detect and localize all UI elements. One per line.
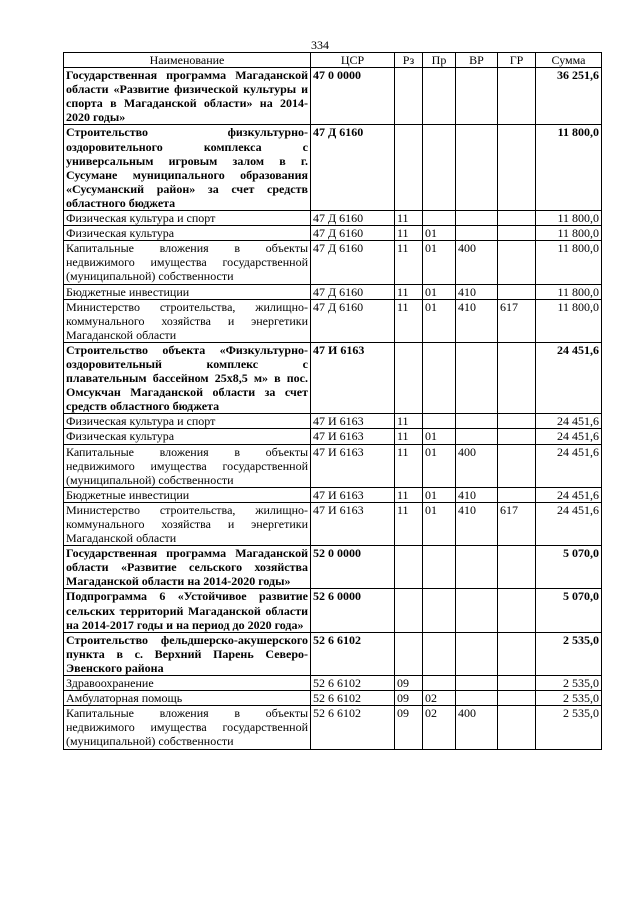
cell-sum: 11 800,0: [536, 284, 602, 299]
cell-name: Физическая культура и спорт: [64, 414, 311, 429]
cell-rz: 09: [395, 706, 423, 749]
cell-pr: [423, 414, 456, 429]
cell-name: Физическая культура и спорт: [64, 211, 311, 226]
table-row: [64, 589, 602, 632]
table-row: [64, 414, 602, 429]
cell-csr: 52 6 6102: [311, 676, 395, 691]
cell-pr: [423, 211, 456, 226]
cell-sum: 5 070,0: [536, 546, 602, 589]
table-row: [64, 284, 602, 299]
cell-gr: [498, 125, 536, 211]
cell-sum: 24 451,6: [536, 502, 602, 545]
cell-csr: 47 Д 6160: [311, 226, 395, 241]
cell-rz: 11: [395, 211, 423, 226]
column-header-sum: Сумма: [536, 53, 602, 68]
cell-rz: 11: [395, 241, 423, 284]
cell-rz: 11: [395, 284, 423, 299]
cell-gr: [498, 632, 536, 675]
table-row: [64, 429, 602, 444]
cell-rz: 11: [395, 226, 423, 241]
cell-vr: [456, 68, 498, 125]
cell-name: Министерство строительства, жилищно-коммунального хозяйства и энергетики Магаданской области: [64, 502, 311, 545]
cell-vr: 400: [456, 706, 498, 749]
cell-csr: 47 Д 6160: [311, 211, 395, 226]
table-row: [64, 546, 602, 589]
column-header-name: Наименование: [64, 53, 311, 68]
column-header-csr: ЦСР: [311, 53, 395, 68]
cell-gr: [498, 241, 536, 284]
cell-pr: 01: [423, 299, 456, 342]
cell-sum: 2 535,0: [536, 632, 602, 675]
cell-sum: 5 070,0: [536, 589, 602, 632]
cell-name: Капитальные вложения в объекты недвижимого имущества государственной (муниципальной) собственности: [64, 706, 311, 749]
header-row: [64, 53, 602, 68]
cell-name: Капитальные вложения в объекты недвижимого имущества государственной (муниципальной) собственности: [64, 241, 311, 284]
cell-vr: [456, 676, 498, 691]
cell-csr: 52 6 6102: [311, 691, 395, 706]
cell-name: Министерство строительства, жилищно-коммунального хозяйства и энергетики Магаданской области: [64, 299, 311, 342]
cell-csr: 47 0 0000: [311, 68, 395, 125]
cell-gr: [498, 429, 536, 444]
cell-name: Государственная программа Магаданской области «Развитие сельского хозяйства Магаданской области на 2014-2020 годы»: [64, 546, 311, 589]
cell-vr: [456, 211, 498, 226]
cell-pr: 01: [423, 226, 456, 241]
cell-rz: 11: [395, 444, 423, 487]
cell-sum: 11 800,0: [536, 241, 602, 284]
cell-sum: 11 800,0: [536, 299, 602, 342]
cell-pr: 01: [423, 444, 456, 487]
cell-gr: [498, 546, 536, 589]
cell-gr: [498, 414, 536, 429]
cell-pr: [423, 632, 456, 675]
column-header-rz: Рз: [395, 53, 423, 68]
table-row: [64, 125, 602, 211]
cell-sum: 11 800,0: [536, 125, 602, 211]
column-header-gr: ГР: [498, 53, 536, 68]
cell-vr: [456, 342, 498, 413]
cell-gr: [498, 226, 536, 241]
cell-sum: 2 535,0: [536, 676, 602, 691]
cell-vr: [456, 546, 498, 589]
cell-gr: [498, 284, 536, 299]
table-row: [64, 444, 602, 487]
cell-sum: 24 451,6: [536, 429, 602, 444]
cell-csr: 52 6 0000: [311, 589, 395, 632]
cell-name: Капитальные вложения в объекты недвижимого имущества государственной (муниципальной) собственности: [64, 444, 311, 487]
cell-vr: [456, 632, 498, 675]
cell-rz: [395, 68, 423, 125]
cell-rz: 09: [395, 676, 423, 691]
cell-csr: 47 Д 6160: [311, 125, 395, 211]
cell-rz: 11: [395, 414, 423, 429]
cell-name: Физическая культура: [64, 429, 311, 444]
cell-vr: 400: [456, 444, 498, 487]
cell-name: Бюджетные инвестиции: [64, 487, 311, 502]
cell-name: Строительство физкультурно-оздоровительного комплекса с универсальным игровым залом в г. Сусумане муниципального образования «Сусуманский район» за счет средств областного бюджета: [64, 125, 311, 211]
column-header-pr: Пр: [423, 53, 456, 68]
cell-vr: [456, 226, 498, 241]
table-row: [64, 706, 602, 749]
cell-sum: 24 451,6: [536, 444, 602, 487]
cell-rz: 11: [395, 429, 423, 444]
cell-vr: 410: [456, 487, 498, 502]
cell-name: Строительство объекта «Физкультурно-оздоровительный комплекс с плавательным бассейном 25х8,5 м» в пос. Омсукчан Магаданской области за счет средств областного бюджета: [64, 342, 311, 413]
cell-rz: [395, 125, 423, 211]
cell-pr: [423, 68, 456, 125]
cell-name: Подпрограмма 6 «Устойчивое развитие сельских территорий Магаданской области на 2014-2017 годы и на период до 2020 года»: [64, 589, 311, 632]
table-row: [64, 502, 602, 545]
cell-rz: [395, 342, 423, 413]
cell-sum: 24 451,6: [536, 342, 602, 413]
cell-csr: 52 6 6102: [311, 632, 395, 675]
table-body: [64, 68, 602, 749]
cell-gr: 617: [498, 502, 536, 545]
cell-name: Бюджетные инвестиции: [64, 284, 311, 299]
cell-vr: 410: [456, 299, 498, 342]
cell-csr: 47 И 6163: [311, 502, 395, 545]
cell-csr: 47 И 6163: [311, 444, 395, 487]
cell-vr: [456, 589, 498, 632]
cell-csr: 47 Д 6160: [311, 241, 395, 284]
cell-rz: 11: [395, 299, 423, 342]
cell-rz: [395, 589, 423, 632]
cell-vr: 400: [456, 241, 498, 284]
cell-vr: 410: [456, 284, 498, 299]
cell-sum: 24 451,6: [536, 414, 602, 429]
table-row: [64, 299, 602, 342]
cell-pr: [423, 676, 456, 691]
cell-pr: 01: [423, 502, 456, 545]
cell-vr: [456, 429, 498, 444]
cell-pr: [423, 589, 456, 632]
table-row: [64, 342, 602, 413]
cell-sum: 36 251,6: [536, 68, 602, 125]
table-row: [64, 68, 602, 125]
cell-rz: 11: [395, 487, 423, 502]
table-row: [64, 226, 602, 241]
table-row: [64, 211, 602, 226]
table-row: [64, 632, 602, 675]
cell-rz: 09: [395, 691, 423, 706]
cell-sum: 11 800,0: [536, 211, 602, 226]
cell-gr: [498, 706, 536, 749]
cell-vr: [456, 691, 498, 706]
cell-name: Строительство фельдшерско-акушерского пункта в с. Верхний Парень Северо-Эвенского района: [64, 632, 311, 675]
cell-csr: 47 Д 6160: [311, 284, 395, 299]
table-row: [64, 487, 602, 502]
cell-gr: [498, 676, 536, 691]
cell-gr: [498, 589, 536, 632]
cell-pr: 01: [423, 429, 456, 444]
cell-gr: [498, 691, 536, 706]
table-row: [64, 241, 602, 284]
cell-gr: [498, 68, 536, 125]
cell-pr: 02: [423, 706, 456, 749]
cell-pr: [423, 546, 456, 589]
cell-pr: [423, 125, 456, 211]
cell-csr: 47 И 6163: [311, 414, 395, 429]
cell-pr: [423, 342, 456, 413]
cell-sum: 24 451,6: [536, 487, 602, 502]
cell-rz: [395, 546, 423, 589]
column-header-vr: ВР: [456, 53, 498, 68]
page-number: 334: [311, 38, 329, 52]
cell-vr: [456, 125, 498, 211]
cell-vr: 410: [456, 502, 498, 545]
cell-csr: 47 И 6163: [311, 487, 395, 502]
cell-sum: 11 800,0: [536, 226, 602, 241]
cell-gr: 617: [498, 299, 536, 342]
table-row: [64, 691, 602, 706]
cell-csr: 47 Д 6160: [311, 299, 395, 342]
cell-csr: 47 И 6163: [311, 429, 395, 444]
cell-name: Амбулаторная помощь: [64, 691, 311, 706]
cell-sum: 2 535,0: [536, 706, 602, 749]
cell-name: Здравоохранение: [64, 676, 311, 691]
table-row: [64, 676, 602, 691]
table-header: [64, 53, 602, 68]
budget-table: [63, 52, 602, 750]
cell-csr: 52 6 6102: [311, 706, 395, 749]
cell-name: Государственная программа Магаданской области «Развитие физической культуры и спорта в Магаданской области» на 2014-2020 годы»: [64, 68, 311, 125]
cell-pr: 02: [423, 691, 456, 706]
cell-pr: 01: [423, 284, 456, 299]
cell-gr: [498, 444, 536, 487]
cell-gr: [498, 487, 536, 502]
cell-sum: 2 535,0: [536, 691, 602, 706]
cell-rz: 11: [395, 502, 423, 545]
cell-csr: 47 И 6163: [311, 342, 395, 413]
cell-gr: [498, 211, 536, 226]
cell-pr: 01: [423, 487, 456, 502]
cell-csr: 52 0 0000: [311, 546, 395, 589]
cell-gr: [498, 342, 536, 413]
cell-vr: [456, 414, 498, 429]
cell-name: Физическая культура: [64, 226, 311, 241]
cell-rz: [395, 632, 423, 675]
cell-pr: 01: [423, 241, 456, 284]
